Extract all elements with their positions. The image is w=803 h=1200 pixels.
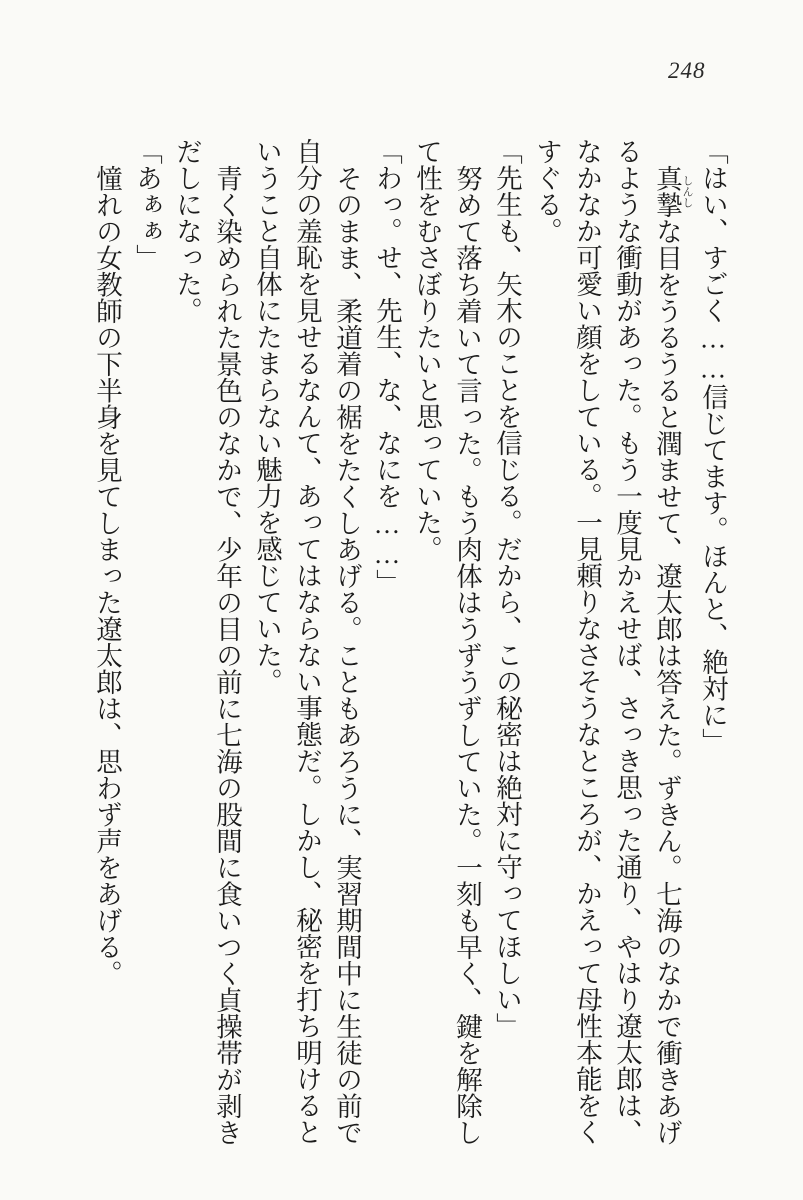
novel-text [89, 138, 733, 1152]
paragraph: 「先生も、矢木のことを信じる。だから、この秘密は絶対に守ってほしい」 [492, 138, 522, 1039]
paragraph: 青く染められた景色のなかで、少年の目の前に七海の股間に食いつく貞操帯が剥きだしになった。 [172, 138, 242, 1145]
paragraph: 「わっ。せ、先生、な、なにを……」 [372, 138, 402, 596]
page-number: 248 [668, 58, 706, 83]
paragraph: 真摯 しんしな目をうるうると潤ませて、遼太郎は答えた。ずきん。七海のなかで衝きあげるような衝動があった。もう一度見かえせば、さっき思った通り、やはり遼太郎は、なかなか可愛い顔をしている。一見頼りなさそうなところが、かえって母性本能をくすぐる。 [532, 138, 693, 1145]
paragraph: 努めて落ち着いて言った。もう肉体はうずうずしていた。一刻も早く、鍵を解除して性をむさぼりたいと思っていた。 [412, 138, 482, 1145]
furigana-ruby: 真摯 しんし [652, 164, 693, 218]
paragraph: 「あぁぁ」 [132, 138, 162, 271]
paragraph: そのまま、柔道着の裾をたくしあげる。こともあろうに、実習期間中に生徒の前で自分の羞恥を見せるなんて、あってはならない事態だ。しかし、秘密を打ち明けるということ自体にたまらない魅力を感じていた。 [252, 138, 362, 1145]
paragraph: 憧れの女教師の下半身を見てしまった遼太郎は、思わず声をあげる。 [92, 164, 122, 986]
paragraph: 「はい、すごく……信じてます。ほんと、絶対に」 [698, 138, 728, 755]
